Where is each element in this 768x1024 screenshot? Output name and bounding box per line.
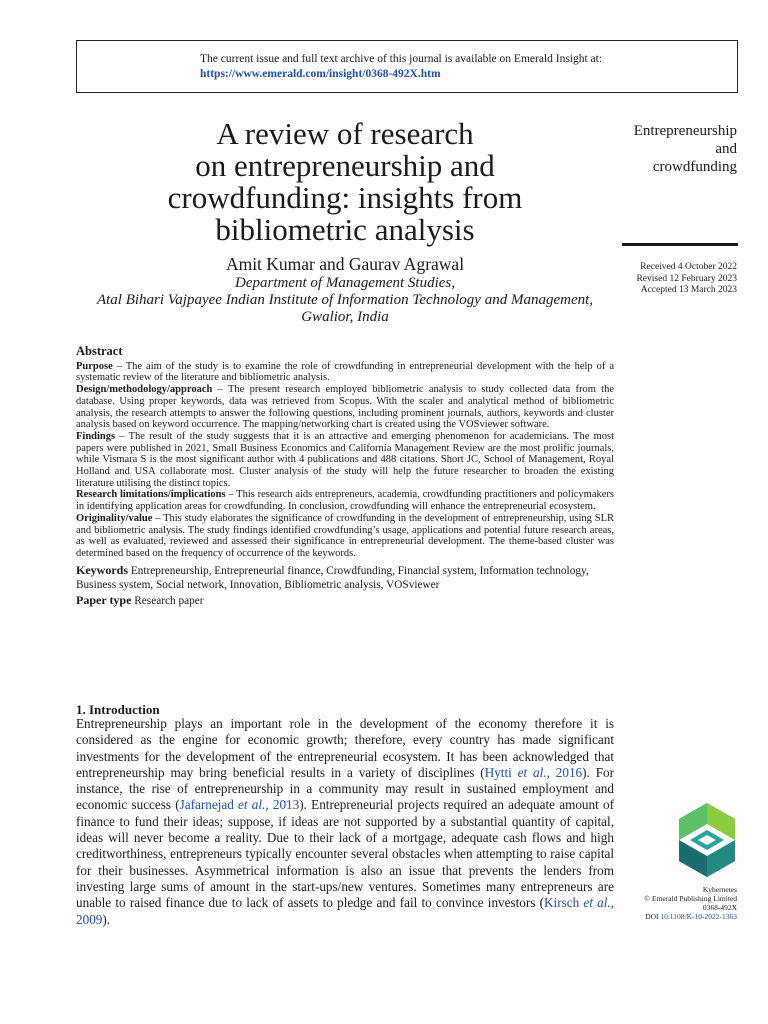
citation-author: Jafarnejad	[179, 797, 239, 813]
publisher: © Emerald Publishing Limited	[644, 894, 737, 903]
citation-year: , 2013	[265, 797, 300, 813]
title-line: on entrepreneurship and	[195, 148, 495, 183]
section-heading: 1. Introduction	[76, 702, 160, 717]
purpose-text: – The aim of the study is to examine the role of crowdfunding in entrepreneurial development with the help of a systematic review of the literature and bibliometric analysis.	[76, 360, 614, 384]
paper-title	[76, 118, 614, 246]
notice-text: The current issue and full text archive of this journal is available on Emerald Insight at:	[200, 53, 603, 65]
affiliation-line: Gwalior, India	[301, 309, 389, 325]
citation-year: , 2016	[546, 764, 583, 780]
abstract-findings	[76, 431, 614, 490]
citation-link[interactable]	[180, 797, 300, 812]
affiliation-line: Department of Management Studies,	[235, 275, 455, 291]
citation-etal: et al.	[238, 797, 266, 813]
intro-text: ). Entrepreneurial projects required an adequate amount of finance to fund their ideas; suppose, if ideas are not supported by a substantial quantity of capital, ideas will never become a reality. Due to their lack of a mortgage, adequate cash flows and high creditworthiness, entrepreneurs typically encounter several obstacles when attempting to raise capital for their businesses. Asymmetrical information is also an issue that prevents the lenders from investing large sums of amount in the start-ups/new ventures. Sometimes many entrepreneurs are unable to raised finance due to lack of assets to pledge and fail to convince investors (	[76, 797, 614, 911]
abstract-purpose	[76, 361, 614, 384]
abstract-design	[76, 384, 614, 431]
citation-link[interactable]	[485, 765, 582, 780]
title-line: A review of research	[216, 116, 474, 151]
limitations-text: – This research aids entrepreneurs, academia, crowdfunding practitioners and policymakers in identifying application areas for crowdfunding. In conclusion, crowdfunding will enhance the entrepreneurial ecosystem.	[76, 489, 614, 513]
abstract-originality	[76, 513, 614, 560]
journal-name: Kybernetes	[702, 885, 737, 894]
authors: Amit Kumar and Gaurav Agrawal	[225, 254, 465, 274]
journal-notice-box	[76, 40, 738, 93]
abstract-limitations	[76, 489, 614, 512]
affiliation-line: Atal Bihari Vajpayee Indian Institute of Information Technology and Management,	[96, 292, 594, 308]
running-head-line: crowdfunding	[652, 159, 737, 175]
received-date: Received 4 October 2022	[640, 262, 737, 272]
accepted-date: Accepted 13 March 2023	[640, 285, 737, 295]
running-head-line: and	[715, 141, 737, 157]
design-label: Design/methodology/approach	[76, 384, 213, 396]
originality-label: Originality/value	[76, 512, 153, 524]
findings-label: Findings	[76, 430, 116, 442]
doi-link[interactable]: 10.1108/K-10-2022-1363	[660, 912, 737, 921]
footer-info	[600, 885, 737, 921]
divider	[622, 243, 738, 246]
abstract	[76, 346, 614, 608]
citation-year: , 2009	[76, 895, 614, 927]
affiliation	[76, 275, 614, 326]
abstract-paper-type	[76, 593, 614, 609]
doi-label: DOI	[645, 912, 661, 921]
title-line: crowdfunding: insights from	[167, 180, 523, 215]
paper-type-text: Research paper	[131, 594, 204, 607]
intro-paragraph	[76, 716, 614, 928]
intro-text: ). For instance, the rise of entrepreneurship in a community may result in sustained employment and economic success (	[76, 764, 615, 813]
running-head-line: Entrepreneurship	[633, 123, 737, 139]
intro-text: ).	[102, 911, 111, 927]
citation-author: Hytti	[484, 764, 518, 780]
findings-text: – The result of the study suggests that it is an attractive and emerging phenomenon for academicians. The most papers were published in 2021, Small Business Economics and California Management Review are the most prolific journals, while Vismara S is the most significant author with 4 publications and 488 citations. Short JC, School of Management, Royal Holland and USA collaborate most. Cluster analysis of the study will help the future researcher to broaden the existing literature utilising the distinct topics.	[76, 430, 614, 489]
abstract-heading: Abstract	[76, 344, 123, 358]
revised-date: Revised 12 February 2023	[636, 273, 737, 284]
running-head	[600, 122, 737, 176]
originality-text: – This study elaborates the significance of crowdfunding in the development of entrepreneurship, using SLR and bibliometric analysis. The study findings identified crowdfunding’s usage, applications and potential future research areas, as well as evaluated, reviewed and assessed their significance in entrepreneurial development. The theme-based cluster was determined based on the frequency of occurrence of the keywords.	[76, 512, 614, 559]
journal-url-link[interactable]: https://www.emerald.com/insight/0368-492X.htm	[200, 68, 441, 80]
intro-text: Entrepreneurship plays an important role in the development of the economy therefore it is considered as the engine for economic growth; therefore, every country has made significant investments for the development of the entrepreneurial ecosystem. It has been acknowledged that entrepreneurship may bring beneficial results in a variety of disciplines (	[76, 716, 614, 780]
abstract-keywords	[76, 563, 614, 593]
paper-type-label: Paper type	[76, 592, 132, 607]
title-line: bibliometric analysis	[215, 212, 475, 247]
citation-etal: et al.	[583, 895, 611, 911]
keywords-label: Keywords	[76, 562, 128, 577]
keywords-text: Entrepreneurship, Entrepreneurial finance, Crowdfunding, Financial system, Information technology, Business system, Social network, Innovation, Bibliometric analysis, VOSviewer	[76, 564, 589, 592]
article-dates	[600, 262, 737, 297]
issn: 0368-492X	[702, 903, 737, 912]
citation-etal: et al.	[517, 764, 547, 780]
purpose-label: Purpose	[76, 360, 113, 372]
citation-author: Kirsch	[544, 895, 584, 911]
emerald-logo-icon	[676, 800, 738, 880]
limitations-label: Research limitations/implications	[76, 489, 226, 501]
design-text: – The present research employed bibliometric analysis to study collected data from the database. Using proper keywords, data was retrieved from Scopus. With the scaler and analytical method of bibliometric analysis, the research attempts to answer the following questions, including prominent journals, authors, keywords and cluster analysis based on keyword occurrence. The mapping/networking chart is created using the VOSviewer software.	[76, 384, 614, 431]
